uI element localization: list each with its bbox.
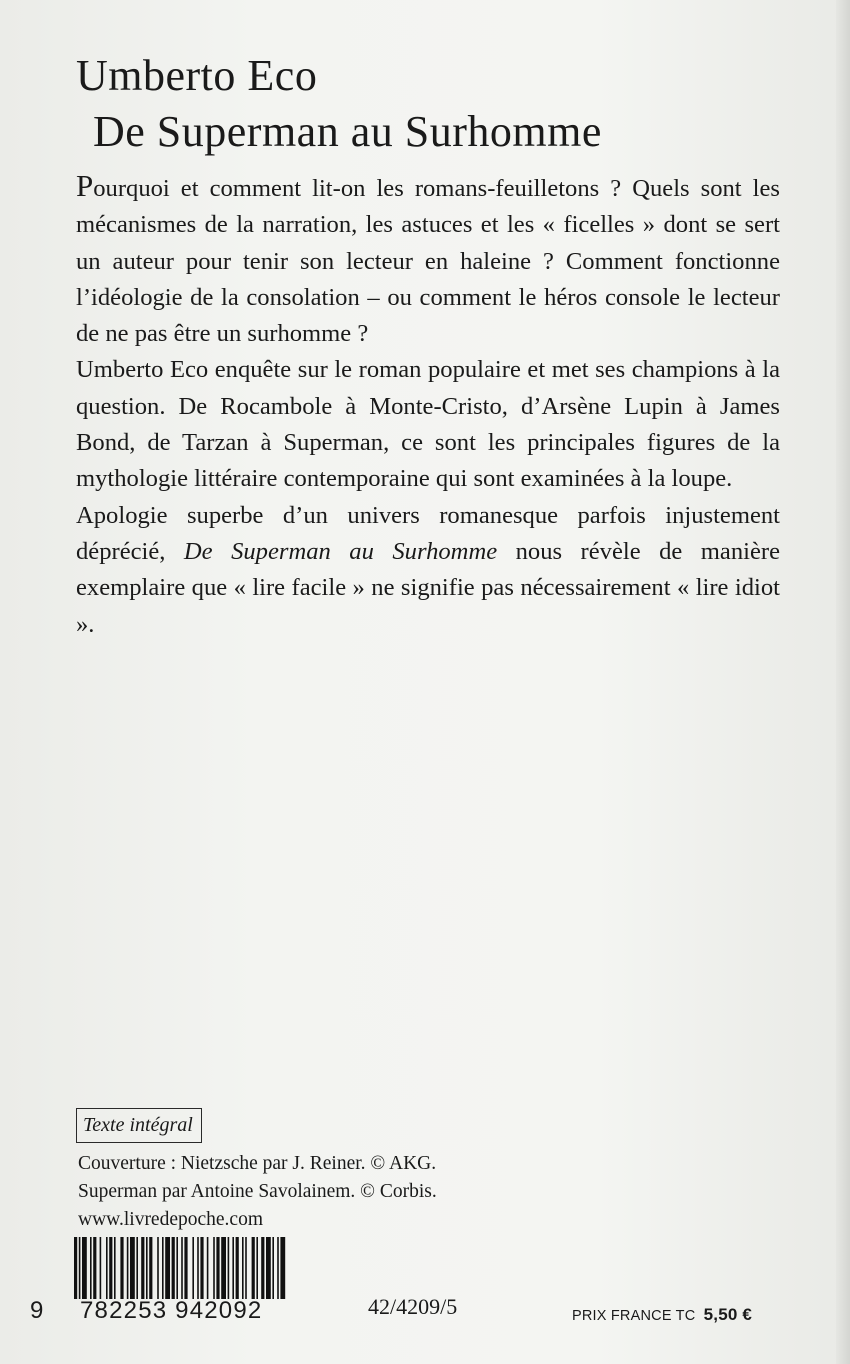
barcode-bar — [266, 1237, 271, 1299]
barcode-bar — [93, 1237, 96, 1299]
barcode-bar — [245, 1237, 247, 1299]
barcode-bar — [261, 1237, 264, 1299]
barcode-bar — [157, 1237, 159, 1299]
barcode-bar — [256, 1237, 258, 1299]
paragraph-3-after: nous révèle de manière exemplaire que « lire facile » ne signifie pas nécessairement « lire idiot ». — [76, 537, 780, 638]
barcode-bar — [136, 1237, 138, 1299]
barcode-bar — [277, 1237, 279, 1299]
blurb-paragraph-1 — [76, 168, 780, 352]
barcode-bar — [165, 1237, 170, 1299]
barcode-bar — [162, 1237, 164, 1299]
barcode-bar — [172, 1237, 175, 1299]
barcode-digits: 782253 942092 — [80, 1297, 263, 1324]
barcode-bar — [184, 1237, 187, 1299]
author-name: Umberto Eco — [76, 51, 318, 100]
barcode-bars — [74, 1237, 290, 1299]
barcode-bar — [82, 1237, 87, 1299]
blurb — [76, 168, 780, 643]
book-title: De Superman au Surhomme — [93, 107, 602, 156]
credits — [78, 1150, 437, 1234]
barcode-bar — [106, 1237, 108, 1299]
credit-superman: Superman par Antoine Savolainem. © Corbis. — [78, 1181, 437, 1202]
publisher-website: www.livredepoche.com — [78, 1209, 264, 1230]
price-block — [572, 1305, 752, 1325]
paragraph-3-before: Apologie superbe d’un univers romanesque parfois injustement déprécié, — [76, 501, 780, 565]
paragraph-3-title: De Superman au Surhomme — [183, 537, 498, 565]
integral-text-badge: Texte intégral — [76, 1108, 202, 1143]
barcode-bar — [130, 1237, 135, 1299]
barcode-bar — [100, 1237, 102, 1299]
credit-cover: Couverture : Nietzsche par J. Reiner. © AKG. — [78, 1153, 437, 1174]
barcode-bar — [192, 1237, 194, 1299]
barcode-bar — [197, 1237, 199, 1299]
barcode-bar — [141, 1237, 144, 1299]
barcode — [30, 1237, 310, 1337]
barcode-bar — [146, 1237, 148, 1299]
barcode-bar — [114, 1237, 116, 1299]
barcode-bar — [127, 1237, 129, 1299]
barcode-bar — [176, 1237, 178, 1299]
barcode-bar — [149, 1237, 152, 1299]
blurb-paragraph-3 — [76, 498, 780, 643]
barcode-bar — [213, 1237, 215, 1299]
barcode-bar — [181, 1237, 183, 1299]
barcode-bar — [242, 1237, 244, 1299]
barcode-bar — [207, 1237, 209, 1299]
barcode-bar — [90, 1237, 92, 1299]
barcode-bar — [232, 1237, 234, 1299]
paragraph-1-text: ourquoi et comment lit-on les romans-feuilletons ? Quels sont les mécanismes de la narration, les astuces et les « ficelles » dont se sert un auteur pour tenir son lecteur en haleine ? Comment fonctionne l’idéologie de la consolation – ou comment le héros console le lecteur de ne pas être un surhomme ? — [76, 175, 780, 348]
cover-edge — [836, 0, 850, 1364]
barcode-first-digit: 9 — [30, 1297, 44, 1324]
price-value: 5,50 € — [703, 1305, 753, 1324]
barcode-bar — [200, 1237, 203, 1299]
drop-cap: P — [76, 168, 94, 203]
barcode-bar — [252, 1237, 255, 1299]
barcode-bar — [280, 1237, 285, 1299]
price-label: PRIX FRANCE TC — [572, 1308, 696, 1324]
barcode-bar — [221, 1237, 226, 1299]
barcode-bar — [74, 1237, 77, 1299]
barcode-bar — [272, 1237, 274, 1299]
barcode-bar — [228, 1237, 230, 1299]
barcode-bar — [120, 1237, 123, 1299]
barcode-bar — [109, 1237, 112, 1299]
barcode-bar — [236, 1237, 239, 1299]
catalog-reference: 42/4209/5 — [368, 1294, 458, 1319]
blurb-paragraph-2: Umberto Eco enquête sur le roman populaire et met ses champions à la question. De Rocambole à Monte-Cristo, d’Arsène Lupin à James Bond, de Tarzan à Superman, ce sont les principales figures de la mythologie littéraire contemporaine qui sont examinées à la loupe. — [76, 356, 780, 493]
barcode-bar — [79, 1237, 81, 1299]
barcode-bar — [216, 1237, 219, 1299]
